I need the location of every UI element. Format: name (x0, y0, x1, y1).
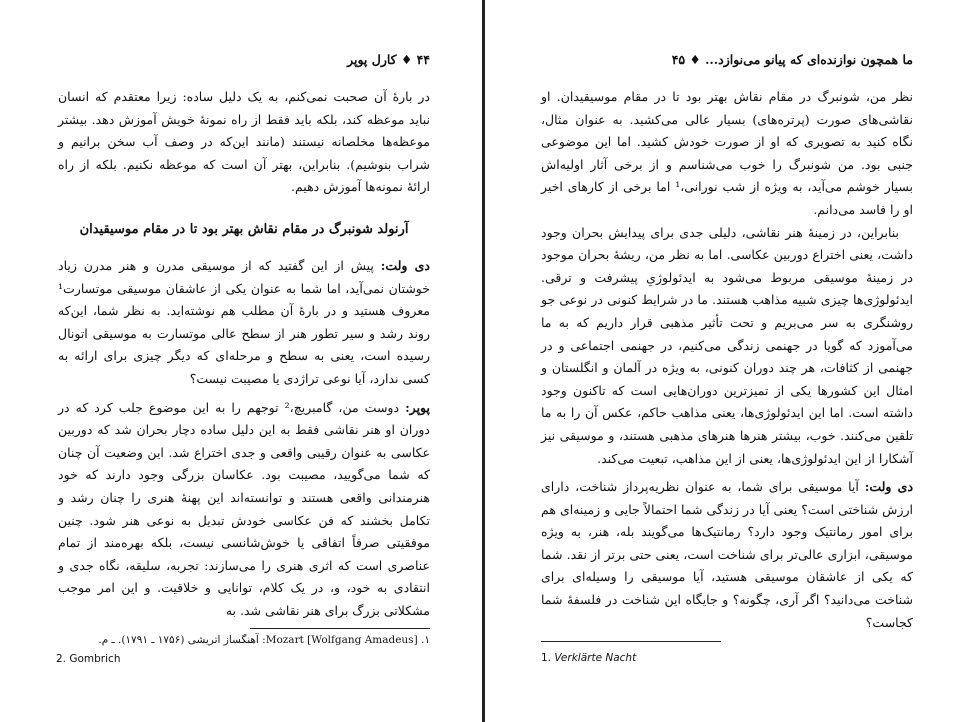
footnote-1: ۱. Mozart [Wolfgang Amadeus]: آهنگساز اتریشی (۱۷۵۶ ـ ۱۷۹۱). ـ م. (98, 634, 430, 646)
speaker-dewelt: دی ولت: (864, 479, 914, 495)
speaker-dewelt: دی ولت: (380, 257, 430, 273)
speaker-popper: پوپر: (405, 399, 430, 415)
right-paragraph: بنابراین، در زمینهٔ هنر نقاشی، دلیلی جدی برای پیدایش بحران وجود داشت، یعنی اختراع دوربین عکاسی. اما به نظر من، ریشهٔ بحران موجود در زمینهٔ موسیقی مربوط می‌شود به ایدئولوژیِ پیشرفت و ترقی. ایدئولوژی‌ها چیزی شبیه مذاهب هستند. ما در شرایط کنونی در نوعی جو روشنگری به سر می‌بریم و تحت تأثیر مذهبی قرار داریم که به ما می‌آموزد که گویا در جهنمی زندگی می‌کنیم، در جهنمی اجتماعی و در جهنمی از کثافات، هر چند دوران کنونی، به ویژه در آلمان و انگلستان و امثال این کشورها یکی از تمیزترین دوران‌هایی است که تاکنون وجود داشته است. اما این ایدئولوژی‌ها، یعنی مذاهب حاکم، عکس آن را به ما تلقین می‌کنند. خوب، بیشتر هنرها هنرهای مذهبی هستند، و موسیقی نیز آشکارا از این ایدئولوژی‌ها، یعنی از این مذاهب، تبعیت می‌کند. (541, 224, 913, 466)
dialogue-text: پیش از این گفتید که از موسیقی مدرن و هنر مدرن زیاد خوشتان نمی‌آید، اما شما به عنوان یکی از عاشقان موسیقی موتسارت¹ معروف هستید و در بارهٔ آن مطلب هم نوشته‌اید. به نظر شما، این‌که روند رشد و سیر تطور هنر از سطح عالی موتسارت به موسیقی اتونال رسیده است، یعنی به سطح و مرحله‌ای که دیگر چیزی برای ارائه به کسی ندارد، آیا نوعی تراژدی یا مصیبت نیست؟ (58, 257, 430, 386)
left-paragraph: در بارهٔ آن صحبت نمی‌کنم، به یک دلیل ساده: زیرا معتقدم که انسان نباید موعظه کند، بلکه باید فقط از راه نمونهٔ خویش آموزش دهد. بیشتر موعظه‌ها مخلصانه نیستند (مانند این‌که در وصف آب سخن برانیم و شراب بنوشیم). بنابراین، بهتر آن است که موعظه نکنیم. بلکه از راه ارائهٔ نمونه‌ها آموزش دهیم. (58, 89, 430, 195)
left-page (58, 0, 430, 722)
dialogue-dewelt (541, 476, 913, 634)
right-page (541, 0, 913, 722)
right-running-title (672, 52, 913, 67)
book-gutter (482, 0, 485, 722)
left-page-number: ۴۴ ♦ (401, 52, 430, 67)
footnote-rule (541, 641, 721, 642)
right-paragraph: نظر من، شونبرگ در مقام نقاش بهتر بود تا در مقام موسیقیدان. او نقاشی‌های صورت (پرتره‌های) بسیار عالی می‌کشید. به عنوان مثال، نگاه کنید به تصویری که او از صورت خودش کشید. اما این موضوعی جنبی بود. من شونبرگ را خوب می‌شناسم و از برخی آثار اولیه‌اش بسیار خوشم می‌آید، به ویژه از شب نورانی،¹ اما برخی از کارهای اخیر او را فاسد می‌دانم. (541, 89, 913, 217)
dialogue-popper (58, 397, 430, 623)
footnote-label: 1. (541, 652, 555, 664)
dialogue-text: آیا موسیقی برای شما، به عنوان نظریه‌پرداز شناخت، دارای ارزش شناختی است؟ یعنی آیا در زندگی شما احتمالاً جایی و زمینه‌ای هم برای امور رمانتیک وجود دارد؟ رمانتیک‌ها می‌گویند بله، هنر، به ویژه موسیقی، ابزاری عالی‌تر برای شناخت است، یعنی حتی برتر از نقد. شما که یکی از عاشقان موسیقی هستید، آیا موسیقی را وسیله‌ای برای شناخت می‌دانید؟ اگر آری، چگونه؟ و جایگاه این شناخت در فلسفهٔ شما کجاست؟ (541, 479, 913, 630)
footnote-2: 2. Gombrich (56, 653, 121, 665)
dialogue-text: دوست من، گامبریچ،² توجهم را به این موضوع جلب کرد که در دوران او هنر نقاشی فقط به این دلیل ساده دچار بحران شد که دوربین عکاسی به عنوان رقیبی واقعی و جدی اختراع شد. این وضعیت آن چنان که شما می‌گویید، مصیبت بود. عکاسان بزرگی وجود دارند که خود هنرمندانی واقعی هستند و توانسته‌اند این پهنهٔ هنری را چنان رشد و تکامل بخشند که فن عکاسی خودش تبدیل به نوعی هنر شود. چنین موفقیتی صرفاً اتفاقی یا خوش‌شانسی نیست، بلکه بهره‌مند از تمام عناصری است که اثری هنری را می‌سازند: تجربه، سلیقه، نگاه جدی و انتقادی به خود، و، در یک کلام، توانایی و خلاقیت. و این امر موجب مشکلاتی بزرگ برای هنر نقاشی شد. به (58, 399, 430, 618)
dialogue-dewelt (58, 255, 430, 391)
right-page-number: ♦ ۴۵ (671, 52, 701, 67)
footnote-rule (250, 628, 430, 629)
right-page-body (541, 86, 913, 634)
section-heading: آرنولد شونبرگ در مقام نقاش بهتر بود تا در مقام موسیقیدان (79, 221, 409, 237)
footnote-1 (541, 652, 636, 664)
left-page-body (58, 86, 430, 622)
left-running-title-text: کارل پوپر (347, 52, 397, 67)
left-running-title (347, 52, 430, 67)
left-page-header (58, 52, 430, 72)
footnote-title: Verklärte Nacht (554, 652, 637, 664)
right-page-header (541, 52, 913, 72)
right-running-title-text: ما همچون نوازنده‌ای که پیانو می‌نوازد... (705, 52, 913, 67)
